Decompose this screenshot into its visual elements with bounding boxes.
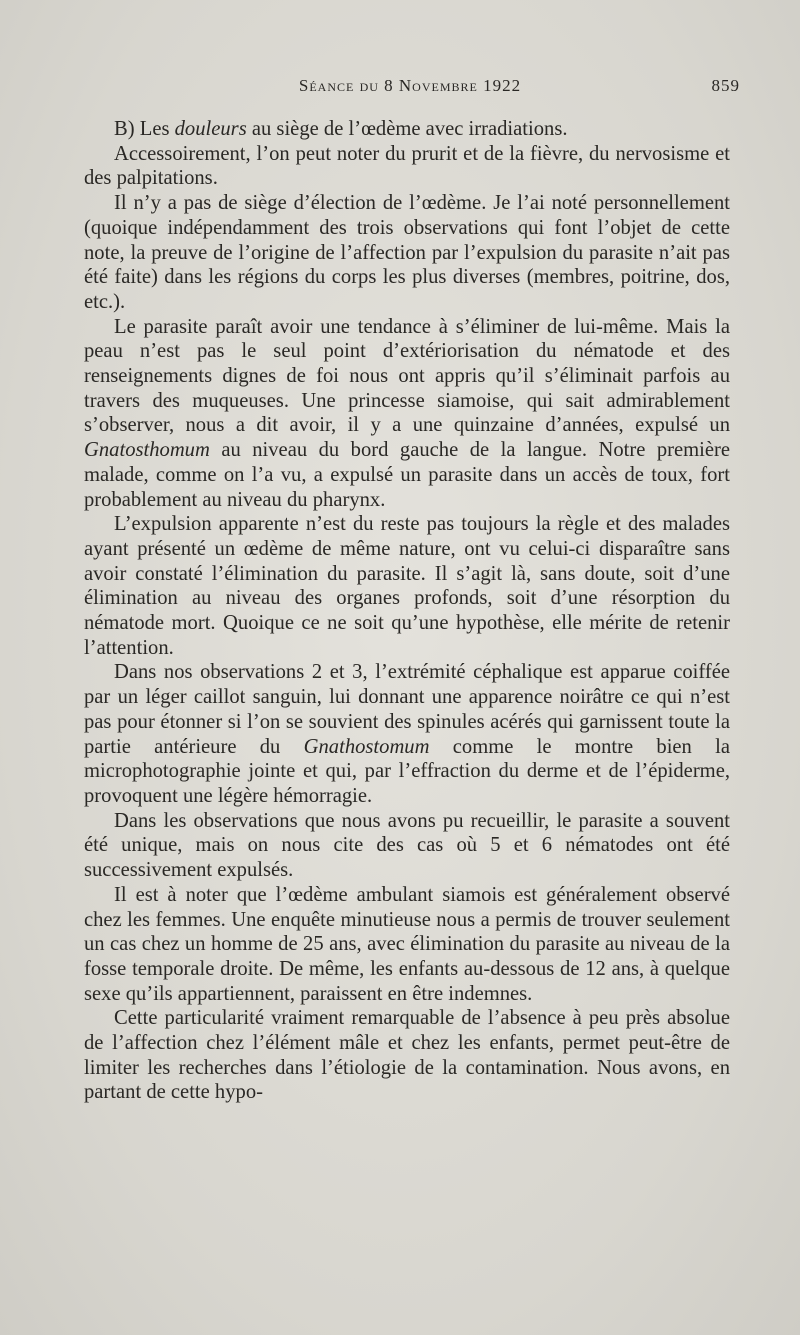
paragraph: [84, 809, 730, 883]
text-run: B) Les: [114, 118, 175, 140]
text-run: comme le montre bien la microphotographie jointe et qui, par l’effraction du derme et de l’épiderme, provoquent une légère hémorragie.: [84, 735, 730, 807]
paragraph: [84, 315, 730, 513]
italic-term: Gnathostomum: [303, 735, 430, 758]
running-head: [80, 76, 740, 102]
paragraph: [84, 1006, 730, 1105]
text-run: Accessoirement, l’on peut noter du prurit et de la fièvre, du nervosisme et des palpitations.: [84, 142, 730, 190]
running-head-title: Séance du 8 Novembre 1922: [298, 76, 522, 95]
text-run: Il n’y a pas de siège d’élection de l’œdème. Je l’ai noté personnellement (quoique indépendamment des trois observations qui font l’objet de cette note, la preuve de l’origine de l’affection par l’expulsion du parasite n’ait pas été faite) dans les régions du corps les plus diverses (membres, poitrine, dos, etc.).: [84, 192, 730, 313]
text-run: Le parasite paraît avoir une tendance à s’éliminer de lui-même. Mais la peau n’est pas le seul point d’extériorisation du nématode et des renseignements dignes de foi nous ont appris qu’il s’éliminait parfois au travers des muqueuses. Une princesse siamoise, qui sait admirablement s’observer, nous a dit avoir, il y a une quinzaine d’années, expulsé un: [84, 315, 730, 437]
body-text: [84, 117, 730, 1105]
text-run: Cette particularité vraiment remarquable de l’absence à peu près absolue de l’affection chez l’élément mâle et chez les enfants, permet peut-être de limiter les recherches dans l’étiologie de la contamination. Nous avons, en partant de cette hypo-: [84, 1007, 730, 1104]
italic-term: douleurs: [174, 118, 247, 140]
page-number: 859: [711, 76, 740, 95]
paragraph: [84, 660, 730, 808]
paragraph: [84, 142, 730, 191]
paragraph: [84, 191, 730, 315]
text-run: L’expulsion apparente n’est du reste pas toujours la règle et des malades ayant présenté un œdème de même nature, ont vu celui-ci disparaître sans avoir constaté l’élimination du parasite. Il s’agit là, sans doute, soit d’une élimination au niveau des organes profonds, soit d’une résorption du nématode mort. Quoique ce ne soit qu’une hypothèse, elle mérite de retenir l’attention.: [84, 513, 730, 659]
paragraph: [84, 883, 730, 1007]
text-run: Il est à noter que l’œdème ambulant siamois est généralement observé chez les femmes. Une enquête minutieuse nous a permis de trouver seulement un cas chez un homme de 25 ans, avec élimination du parasite au niveau de la fosse temporale droite. De même, les enfants au-dessous de 12 ans, à quelque sexe qu’ils appartiennent, paraissent en être indemnes.: [84, 883, 730, 1005]
italic-term: Gnatosthomum: [84, 439, 210, 462]
text-run: au niveau du bord gauche de la langue. Notre première malade, comme on l’a vu, a expulsé un parasite dans un accès de toux, fort probablement au niveau du pharynx.: [84, 439, 730, 511]
text-run: au siège de l’œdème avec irradiations.: [246, 118, 568, 140]
paragraph: [84, 512, 730, 660]
text-run: Dans les observations que nous avons pu recueillir, le parasite a souvent été unique, mais on nous cite des cas où 5 et 6 nématodes ont été successivement expulsés.: [84, 809, 730, 882]
text-run: Dans nos observations 2 et 3, l’extrémité céphalique est apparue coiffée par un léger caillot sanguin, lui donnant une apparence noirâtre ce qui n’est pas pour étonner si l’on se souvient des spinules acérés qui garnissent toute la partie antérieure du: [84, 661, 730, 758]
paragraph: [84, 117, 730, 142]
